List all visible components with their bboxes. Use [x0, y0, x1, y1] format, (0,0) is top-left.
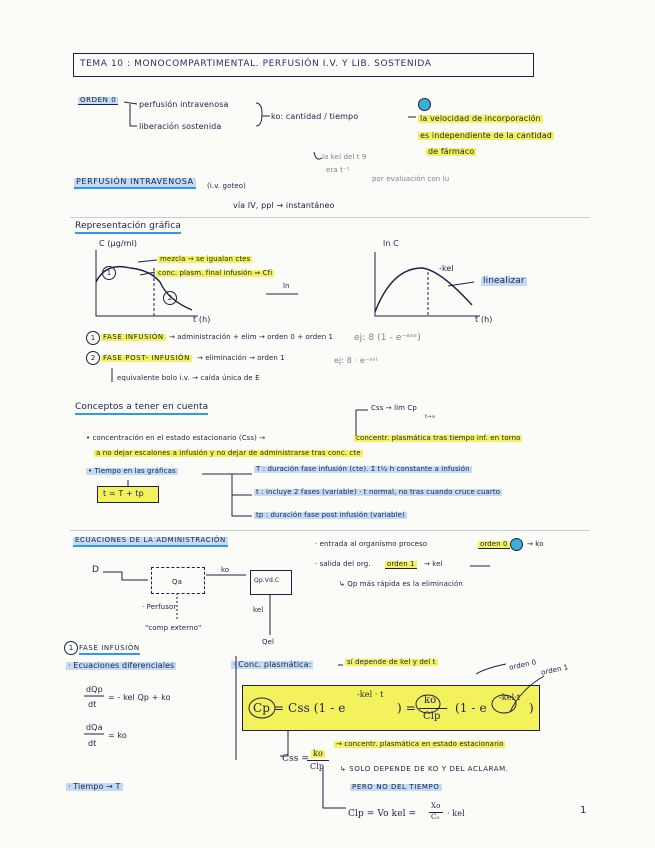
clp-frac-den: C₀	[431, 813, 440, 821]
fase-inf-heading: FASE INFUSIÓN	[79, 645, 140, 655]
clp-eq: Clp = Vo kel =	[348, 809, 417, 819]
ec-r1b: orden 0	[480, 540, 508, 548]
perfusion-heading: PERFUSIÓN INTRAVENOSA	[74, 178, 196, 189]
kel-circle	[492, 695, 516, 713]
ec-D: D	[92, 565, 100, 575]
graph2-linealizar: linealizar	[483, 276, 525, 286]
css-note-1: → concentr. plasmática en estado estacionario	[336, 740, 504, 748]
fase1-label: FASE INFUSIÓN	[103, 333, 164, 341]
ec-kel: kel	[253, 606, 264, 614]
graph1-conc-final: conc. plasm. final infusión ⇒ Cfi	[158, 269, 273, 277]
arrow-D	[103, 572, 148, 580]
page-title: TEMA 10 : MONOCOMPARTIMENTAL. PERFUSIÓN I.V. Y LIB. SOSTENIDA	[80, 59, 432, 69]
ec-r1c: → ko	[527, 540, 544, 548]
main-ko: ko	[424, 695, 437, 706]
arrow	[314, 152, 322, 159]
orden-side-2: era t⁻¹	[326, 166, 350, 174]
orden-label: ORDEN 0	[80, 96, 117, 104]
css-note-2: ↳ SOLO DEPENDE DE KO Y DEL ACLARAM.	[340, 765, 509, 773]
concepto-t: t : incluye 2 fases (variable) · t normal, no tras cuando cruce cuarto	[256, 488, 501, 496]
fase2-label: FASE POST- INFUSIÓN	[103, 354, 190, 362]
eq1-lhs-den: dt	[88, 700, 97, 709]
arrow	[448, 282, 474, 286]
css-ko: ko	[313, 749, 323, 758]
concepto-T: T : duración fase infusión (cte). Σ t½ h constante a infusión	[256, 465, 470, 473]
ko-circle	[416, 695, 440, 713]
graph2-y-label: ln C	[383, 239, 399, 248]
graph1-y-label: C (µg/ml)	[99, 239, 138, 248]
ec-r1a: · entrada al organismo proceso	[315, 540, 428, 548]
ec-r2c: → kel	[424, 560, 443, 568]
main-eq-b: ) =	[397, 701, 416, 715]
concepto-tp: tp : duración fase post infusión (variable)	[256, 511, 405, 519]
page-number: 1	[580, 805, 587, 816]
graph1-mezcla: mezcla → se igualan ctes	[160, 255, 251, 263]
css-note-3: PERO NO DEL TIEMPO	[352, 783, 440, 791]
graph2-t-label: t (h)	[475, 315, 493, 324]
arrow	[130, 104, 137, 126]
main-eq-exp: -kel · t	[357, 690, 384, 699]
arrow	[124, 102, 137, 104]
orden-note-3: de fármaco	[428, 147, 475, 156]
orden1-tag: orden 1	[540, 663, 570, 677]
concepto-1a: • concentración en el estado estacionario (Css) →	[86, 434, 266, 442]
arrow	[280, 730, 288, 756]
rep-heading: Representación gráfica	[75, 222, 181, 234]
conceptos-heading: Conceptos a tener en cuenta	[75, 403, 208, 415]
concepto-2a: • Tiempo en las gráficas	[88, 467, 176, 475]
css-eq: Css =	[282, 754, 310, 764]
orden-item-liberacion: liberación sostenida	[139, 122, 222, 131]
fase1-text: → administración + elim → orden 0 + orden 1	[169, 333, 334, 341]
main-eq-a-text: Cp = Css (1 - e	[253, 701, 346, 715]
orden0-tag: orden 0	[508, 658, 538, 672]
eq2-lhs-den: dt	[88, 739, 97, 748]
clp-frac-num: Xo	[431, 802, 441, 810]
orden-note-1: la velocidad de incorporación	[420, 114, 541, 123]
graph2-curve	[375, 268, 472, 312]
ec-dif-heading: · Ecuaciones diferenciales	[68, 661, 175, 670]
orden-side-3: por evaluación con lu	[372, 175, 450, 183]
graph1-t-label: t (h)	[193, 315, 211, 324]
depende-note: sí depende de kel y del t	[347, 658, 436, 666]
eq2-lhs-num: dQa	[86, 723, 103, 732]
graph1-phase-1: 1	[102, 266, 116, 280]
fase2-sub: equivalente bolo i.v. → caída única de E	[117, 374, 260, 382]
arrow	[138, 260, 157, 262]
orden-item-perfusion: perfusión intravenosa	[139, 100, 229, 109]
fase2-text: → eliminación → orden 1	[197, 354, 285, 362]
fase1-number: 1	[86, 331, 100, 345]
main-clp: Clp	[423, 711, 441, 722]
perfusion-sub: (i.v. goteo)	[207, 182, 246, 190]
tiempo-line: · Tiempo → T	[68, 782, 121, 791]
perfusion-line2: vía IV, ppl → instantáneo	[233, 201, 335, 210]
graph1-phase-2: 2	[163, 291, 177, 305]
ec-ko: ko	[221, 566, 230, 574]
eq1-lhs-num: dQp	[86, 685, 103, 694]
css-limit: t→∞	[425, 414, 436, 420]
graph1-curve	[96, 267, 192, 310]
css-clp: Clp	[310, 762, 325, 771]
brace	[256, 103, 262, 126]
concepto-1c: a no dejar escalones a infusión y no dejar de administrarse tras conc. cte	[96, 449, 361, 457]
orden-note-2: es independiente de la cantidad	[420, 131, 552, 140]
fase1-eq: ej: 8 (1 - e⁻ᵃˢᵉ)	[354, 333, 421, 343]
clp-tail: · kel	[447, 809, 465, 818]
orden-side-1: la kel del t 9	[322, 153, 367, 161]
fase-inf-number: 1	[64, 641, 78, 655]
eq2-rhs: = ko	[108, 731, 127, 740]
ec-r3: ↳ Qp más rápida es la eliminación	[339, 580, 463, 588]
ec-Qel: Qel	[262, 638, 275, 646]
eq1-rhs: = - kel Qp + ko	[108, 693, 171, 702]
main-eq-c: (1 - e	[455, 701, 487, 715]
ko-definition: ko: cantidad / tiempo	[271, 112, 359, 121]
t-formula: t = T + tp	[103, 489, 144, 498]
ec-QpVdC: Qp.Vd.C	[254, 577, 280, 584]
main-exp2: -kel·t	[499, 693, 521, 702]
cp-circle	[249, 698, 275, 718]
ecuaciones-heading: ECUACIONES DE LA ADMINISTRACIÓN	[73, 537, 228, 547]
fase2-number: 2	[86, 351, 100, 365]
conc-heading: · Conc. plasmática:	[233, 660, 312, 669]
ec-r2b: orden 1	[387, 560, 415, 568]
graph2-kel: -kel	[439, 264, 454, 273]
ec-comp: "comp externo"	[145, 624, 202, 632]
main-eq-d: )	[529, 701, 534, 715]
arrow	[323, 766, 346, 808]
css-definition: Css → lim Cp	[371, 404, 417, 412]
fase2-eq: ej: 8 · e⁻ᵃˢᵗ	[334, 356, 379, 365]
ec-perfusor: · Perfusor	[142, 603, 177, 611]
ec-Qa: Qa	[172, 578, 182, 586]
graph1-ln: ln	[283, 282, 290, 290]
concepto-1b: concentr. plasmática tras tiempo inf. en torno	[356, 434, 521, 442]
ec-r2a: · salida del org.	[315, 560, 371, 568]
arrow	[476, 664, 506, 674]
